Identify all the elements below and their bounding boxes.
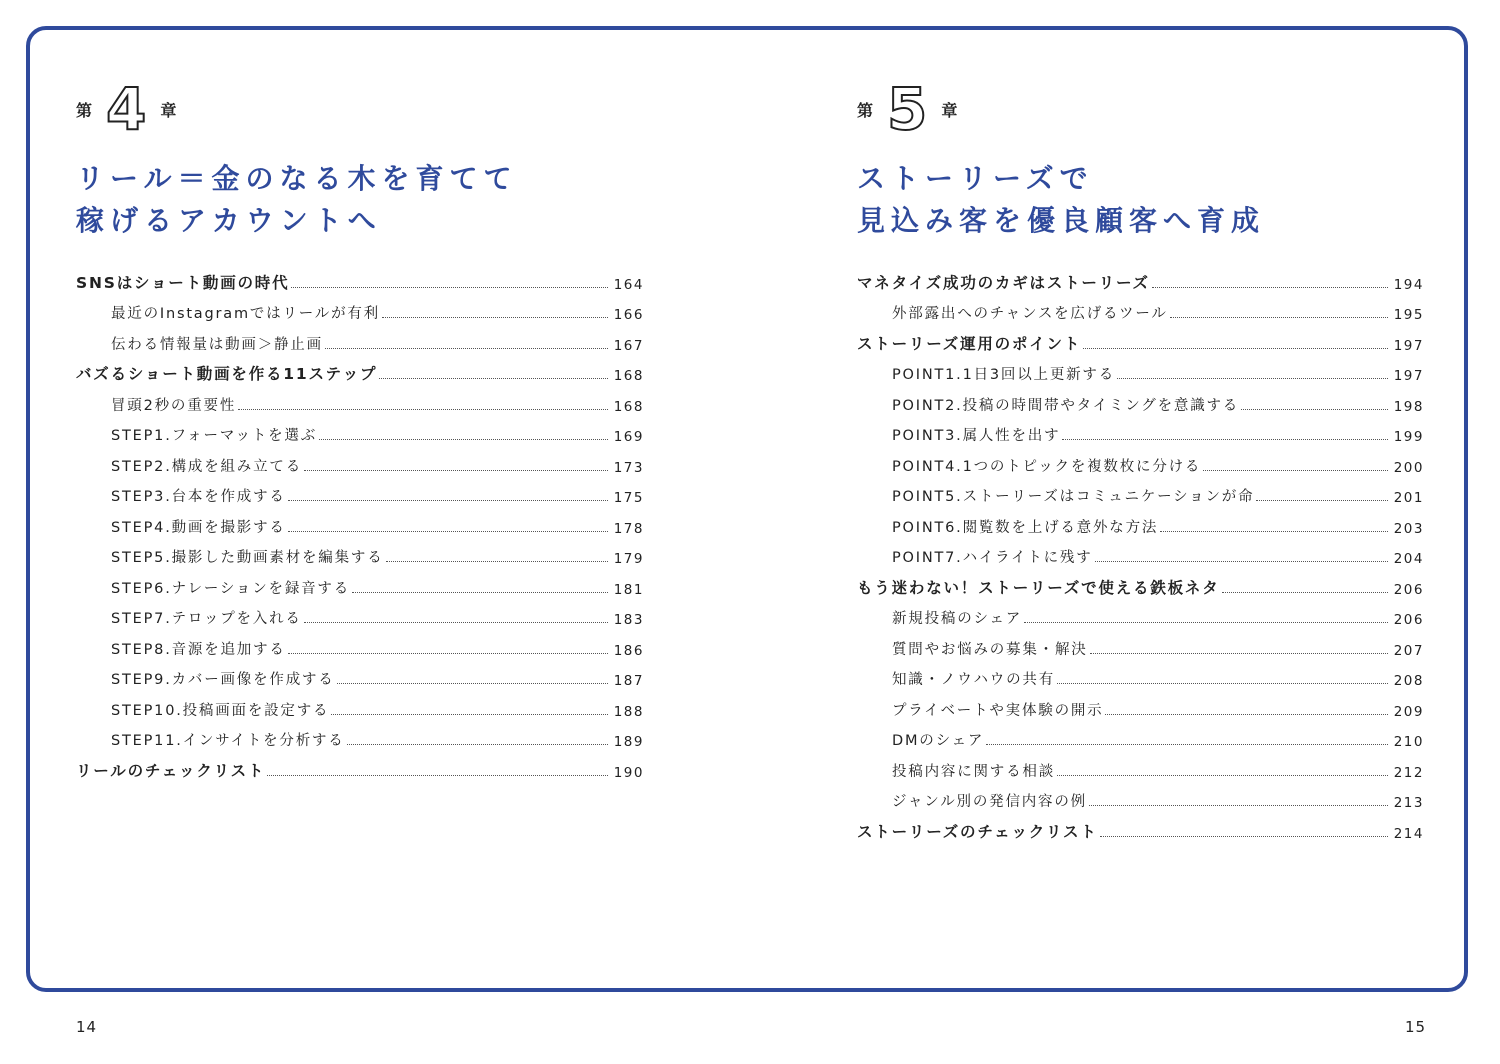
dot-leader [347, 744, 608, 745]
toc-entry-page-number: 203 [1393, 520, 1424, 537]
toc-entry-page-number: 168 [613, 398, 644, 415]
toc-subsection-entry [76, 537, 644, 568]
toc-entry-page-number: 207 [1393, 642, 1424, 659]
toc-entry-page-number: 164 [613, 276, 644, 293]
chapter-title-line: リール＝金のなる木を育てて [76, 162, 518, 195]
dot-leader [1152, 287, 1388, 288]
dot-leader [1062, 439, 1387, 440]
toc-entry-page-number: 187 [613, 673, 644, 689]
toc-entry-page-number: 199 [1393, 429, 1424, 445]
toc-entry-label: POINT5.ストーリーズはコミュニケーションが命 [892, 489, 1255, 505]
toc-entry-label: DMのシェア [892, 733, 985, 749]
toc-entry-label: プライベートや実体験の開示 [892, 702, 1104, 719]
toc-entry-label: STEP1.フォーマットを選ぶ [111, 428, 317, 444]
dot-leader [331, 714, 607, 715]
toc-entry-page-number: 169 [613, 429, 644, 445]
toc-entry-page-number: 188 [613, 703, 644, 720]
toc-entry-page-number: 168 [613, 368, 644, 384]
dot-leader [1057, 683, 1388, 684]
toc-entry-label: POINT1.1日3回以上更新する [892, 367, 1116, 383]
dot-leader [1117, 378, 1388, 379]
toc-entry-page-number: 201 [1393, 490, 1424, 506]
toc-subsection-entry [76, 293, 644, 324]
chapter-title [857, 158, 1424, 242]
toc-entry-label: ジャンル別の発信内容の例 [892, 794, 1087, 810]
toc-entry-page-number: 179 [613, 551, 644, 567]
dot-leader [238, 409, 608, 410]
toc-entry-page-number: 183 [613, 612, 644, 628]
toc-subsection-entry [76, 659, 644, 690]
toc-subsection-entry [76, 445, 644, 476]
toc-entry-page-number: 204 [1393, 551, 1424, 567]
toc-subsection-entry [857, 354, 1424, 385]
toc-entry-page-number: 210 [1393, 734, 1424, 750]
page-number-right: 15 [1405, 1018, 1427, 1036]
dot-leader [337, 683, 608, 684]
toc-subsection-entry [76, 415, 644, 446]
toc-subsection-entry [857, 689, 1424, 720]
toc-section-entry [76, 354, 644, 385]
toc-entry-label: リールのチェックリスト [76, 761, 266, 780]
toc-section-entry [76, 750, 644, 781]
toc-entry-label: バズるショート動画を作る11ステップ [76, 365, 378, 383]
dot-leader [288, 500, 608, 501]
chapter-title [76, 158, 644, 242]
toc-entry-label: ストーリーズ運用のポイント [857, 334, 1082, 353]
toc-entry-label: STEP8.音源を追加する [111, 641, 286, 658]
dot-leader [325, 348, 608, 349]
toc-entry-page-number: 197 [1393, 368, 1424, 384]
toc-subsection-entry [76, 567, 644, 598]
dot-leader [986, 744, 1388, 745]
toc-section-entry [857, 811, 1424, 842]
dot-leader [1089, 805, 1388, 806]
dot-leader [1024, 622, 1388, 623]
dot-leader [352, 592, 608, 593]
dot-leader [386, 561, 608, 562]
dot-leader [304, 622, 608, 623]
toc-entry-label: POINT7.ハイライトに残す [892, 550, 1093, 566]
dot-leader [1057, 775, 1388, 776]
toc-entry-page-number: 214 [1393, 825, 1424, 842]
toc-entry-page-number: 198 [1393, 398, 1424, 415]
chapter-title-line: 稼げるアカウントへ [76, 204, 382, 237]
chapter-prefix: 第 [857, 100, 874, 120]
toc-entry-label: STEP7.テロップを入れる [111, 611, 302, 627]
toc-subsection-entry [76, 598, 644, 629]
chapter-heading [76, 75, 644, 143]
toc-entry-page-number: 194 [1393, 276, 1424, 293]
page-number-left: 14 [76, 1018, 98, 1036]
toc-section-entry [857, 323, 1424, 354]
toc-entry-label: POINT4.1つのトピックを複数枚に分ける [892, 458, 1202, 475]
toc-entry-page-number: 197 [1393, 337, 1424, 354]
toc-subsection-entry [76, 720, 644, 751]
toc-entry-label: POINT6.閲覧数を上げる意外な方法 [892, 519, 1159, 536]
dot-leader [288, 653, 608, 654]
toc-subsection-entry [76, 476, 644, 507]
toc-entry-page-number: 212 [1393, 764, 1424, 781]
dot-leader [319, 439, 608, 440]
toc-subsection-entry [76, 384, 644, 415]
toc-entry-label: POINT3.属人性を出す [892, 428, 1061, 444]
toc-subsection-entry [857, 750, 1424, 781]
toc-subsection-entry [857, 628, 1424, 659]
dot-leader [382, 317, 608, 318]
toc-entry-label: STEP11.インサイトを分析する [111, 733, 345, 749]
toc-subsection-entry [857, 537, 1424, 568]
toc-entry-label: もう迷わない！ストーリーズで使える鉄板ネタ [857, 578, 1220, 597]
toc-entry-label: STEP10.投稿画面を設定する [111, 702, 330, 719]
toc-subsection-entry [857, 506, 1424, 537]
chapter-heading [857, 75, 1424, 143]
toc-entry-label: STEP6.ナレーションを録音する [111, 580, 351, 597]
toc-entry-label: POINT2.投稿の時間帯やタイミングを意識する [892, 397, 1240, 414]
toc-entry-page-number: 195 [1393, 307, 1424, 323]
toc-entry-page-number: 166 [613, 307, 644, 323]
dot-leader [1241, 409, 1388, 410]
dot-leader [1105, 714, 1387, 715]
dot-leader [1090, 653, 1388, 654]
toc-entry-page-number: 181 [613, 581, 644, 598]
toc-entry-label: 知識・ノウハウの共有 [892, 672, 1055, 688]
toc-entry-page-number: 200 [1393, 459, 1424, 476]
toc-subsection-entry [857, 476, 1424, 507]
toc-entry-page-number: 186 [613, 642, 644, 659]
dot-leader [1160, 531, 1388, 532]
dot-leader [1203, 470, 1388, 471]
toc-entry-label: 伝わる情報量は動画＞静止画 [111, 336, 323, 353]
toc-entry-page-number: 167 [613, 337, 644, 354]
dot-leader [1095, 561, 1388, 562]
dot-leader [1170, 317, 1388, 318]
toc-subsection-entry [857, 598, 1424, 629]
toc-subsection-entry [857, 445, 1424, 476]
chapter-suffix: 章 [160, 100, 177, 120]
toc-entry-label: 投稿内容に関する相談 [892, 763, 1055, 780]
toc-entry-label: STEP2.構成を組み立てる [111, 458, 303, 475]
toc-entry-page-number: 208 [1393, 673, 1424, 689]
toc-entry-label: STEP5.撮影した動画素材を編集する [111, 550, 384, 566]
toc-entry-label: 最近のInstagramではリールが有利 [111, 306, 380, 322]
toc-entry-label: 冒頭2秒の重要性 [111, 397, 237, 414]
dot-leader [288, 531, 608, 532]
chapter-5-column [857, 75, 1424, 842]
toc-entry-label: SNSはショート動画の時代 [76, 273, 290, 292]
toc-subsection-entry [857, 293, 1424, 324]
chapter-number: 4 [106, 75, 147, 143]
toc-entry-label: マネタイズ成功のカギはストーリーズ [857, 273, 1150, 292]
chapter-title-line: 見込み客を優良顧客へ育成 [857, 204, 1266, 237]
toc-entry-label: ストーリーズのチェックリスト [857, 822, 1098, 841]
toc-subsection-entry [857, 659, 1424, 690]
toc-list [76, 262, 644, 781]
dot-leader [1222, 592, 1388, 593]
toc-subsection-entry [857, 781, 1424, 812]
toc-entry-page-number: 206 [1393, 612, 1424, 628]
toc-subsection-entry [76, 689, 644, 720]
toc-subsection-entry [857, 384, 1424, 415]
dot-leader [1256, 500, 1387, 501]
dot-leader [267, 775, 608, 776]
toc-list [857, 262, 1424, 842]
toc-entry-page-number: 213 [1393, 795, 1424, 811]
toc-entry-label: 新規投稿のシェア [892, 611, 1023, 627]
toc-entry-label: 質問やお悩みの募集・解決 [892, 641, 1088, 658]
toc-entry-page-number: 206 [1393, 581, 1424, 598]
toc-entry-page-number: 175 [613, 490, 644, 506]
toc-entry-page-number: 189 [613, 734, 644, 750]
dot-leader [379, 378, 607, 379]
toc-subsection-entry [76, 628, 644, 659]
toc-section-entry [857, 262, 1424, 293]
toc-entry-page-number: 178 [613, 520, 644, 537]
toc-subsection-entry [857, 720, 1424, 751]
chapter-title-line: ストーリーズで [857, 162, 1094, 195]
toc-section-entry [76, 262, 644, 293]
chapter-number: 5 [887, 75, 928, 143]
toc-entry-page-number: 173 [613, 459, 644, 476]
toc-subsection-entry [76, 323, 644, 354]
toc-entry-page-number: 209 [1393, 703, 1424, 720]
toc-entry-page-number: 190 [613, 764, 644, 781]
dot-leader [304, 470, 608, 471]
toc-subsection-entry [857, 415, 1424, 446]
toc-entry-label: STEP9.カバー画像を作成する [111, 672, 335, 688]
toc-entry-label: STEP4.動画を撮影する [111, 519, 286, 536]
dot-leader [1100, 836, 1388, 837]
toc-subsection-entry [76, 506, 644, 537]
chapter-suffix: 章 [941, 100, 958, 120]
toc-entry-label: STEP3.台本を作成する [111, 489, 286, 505]
dot-leader [1083, 348, 1388, 349]
toc-section-entry [857, 567, 1424, 598]
dot-leader [291, 287, 607, 288]
toc-entry-label: 外部露出へのチャンスを広げるツール [892, 306, 1168, 322]
chapter-4-column [76, 75, 644, 781]
chapter-prefix: 第 [76, 100, 93, 120]
